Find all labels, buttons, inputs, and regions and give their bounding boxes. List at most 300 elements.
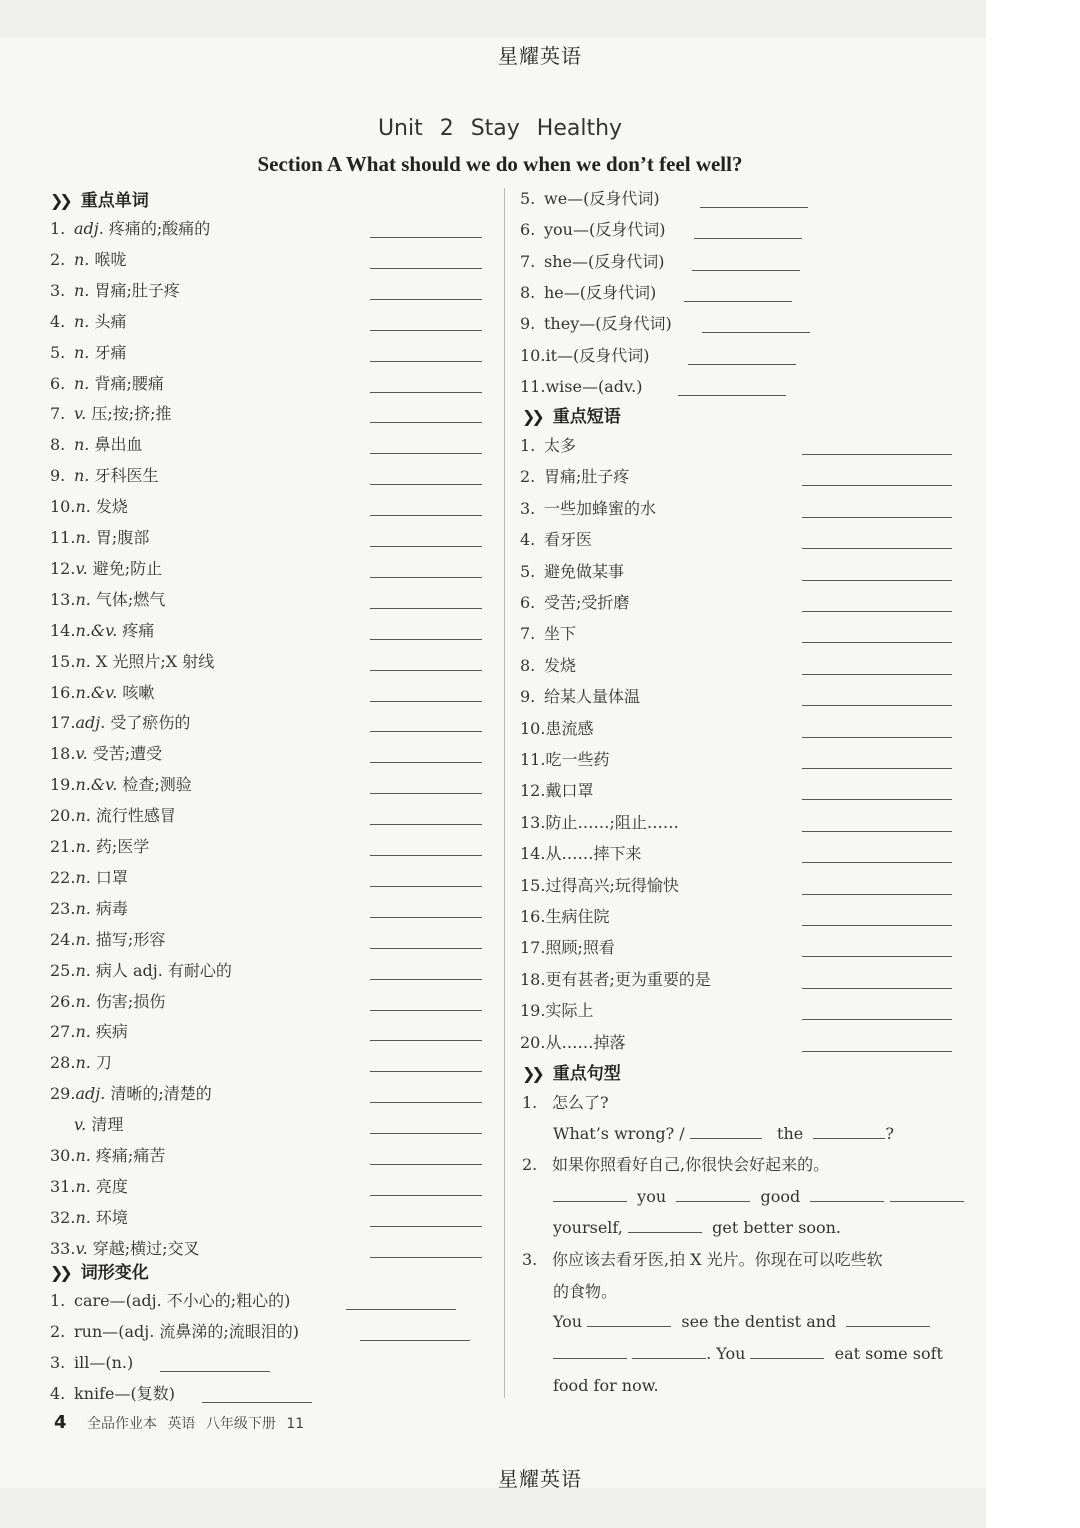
word-meaning: 受了瘀伤的 xyxy=(105,713,191,733)
item-number: 7. xyxy=(520,624,536,644)
answer-blank[interactable] xyxy=(370,361,482,362)
phrase-item xyxy=(520,871,679,901)
answer-blank[interactable] xyxy=(846,1310,930,1327)
phrase-meaning: 太多 xyxy=(544,436,577,455)
scan-top-strip xyxy=(0,0,986,38)
answer-blank[interactable] xyxy=(802,642,952,643)
item-number: 15. xyxy=(520,875,546,895)
answer-blank[interactable] xyxy=(802,862,952,863)
word-meaning: X 光照片;X 射线 xyxy=(90,651,215,671)
item-number: 3. xyxy=(50,280,66,300)
item-number: 18. xyxy=(50,744,76,764)
page-footer xyxy=(54,1412,304,1433)
answer-blank[interactable] xyxy=(802,611,952,612)
answer-blank[interactable] xyxy=(692,270,800,271)
item-number: 3. xyxy=(50,1353,66,1372)
word-meaning: 清理 xyxy=(86,1115,124,1135)
part-of-speech: n. xyxy=(74,342,90,362)
item-number: 16. xyxy=(50,682,76,702)
phrase-meaning: 更有甚者;更为重要的是 xyxy=(545,969,711,989)
answer-blank[interactable] xyxy=(587,1310,671,1327)
word-meaning: 刀 xyxy=(90,1053,112,1073)
heading-key-phrases: ❯❯ 重点短语 xyxy=(522,407,621,427)
answer-blank[interactable] xyxy=(370,453,482,454)
item-number: 29. xyxy=(50,1084,76,1104)
phrase-meaning: 患流感 xyxy=(545,718,594,738)
item-number: 11. xyxy=(520,750,546,769)
answer-blank[interactable] xyxy=(202,1402,312,1403)
answer-blank[interactable] xyxy=(370,422,482,423)
item-number: 12. xyxy=(520,781,546,801)
word-item xyxy=(50,647,214,677)
word-item xyxy=(50,1079,212,1109)
part-of-speech: n. xyxy=(75,1146,91,1165)
word-meaning: 口罩 xyxy=(90,867,128,887)
word-item xyxy=(50,523,149,553)
answer-blank[interactable] xyxy=(702,332,810,333)
form-prompt: ill—(n.) xyxy=(74,1353,134,1372)
phrase-meaning: 从……掉落 xyxy=(545,1032,626,1052)
answer-blank[interactable] xyxy=(802,768,952,769)
item-number: 7. xyxy=(520,251,536,271)
word-meaning: 疼痛的;酸痛的 xyxy=(103,219,211,238)
answer-blank[interactable] xyxy=(700,207,808,208)
item-number: 7. xyxy=(50,404,66,424)
answer-blank[interactable] xyxy=(370,1164,482,1165)
answer-blank[interactable] xyxy=(802,737,952,738)
item-number: 32. xyxy=(50,1207,76,1227)
part-of-speech: n. xyxy=(75,837,91,856)
item-number: 13. xyxy=(50,589,76,609)
word-item xyxy=(50,925,165,955)
form-prompt: wise—(adv.) xyxy=(545,376,643,396)
item-number: 5. xyxy=(520,561,536,581)
item-number: 5. xyxy=(520,189,536,208)
word-item xyxy=(50,770,192,800)
answer-blank[interactable] xyxy=(802,454,952,455)
word-item xyxy=(50,616,154,646)
phrase-item xyxy=(520,902,609,932)
item-number: 2. xyxy=(520,467,536,487)
word-meaning: 头痛 xyxy=(89,311,127,331)
sentence-2-english-line2: yourself, get better soon. xyxy=(553,1218,841,1237)
sentence-3-english-line1: You see the dentist and xyxy=(553,1307,930,1337)
part-of-speech: n. xyxy=(75,960,91,980)
item-number: 10. xyxy=(520,345,546,365)
word-item xyxy=(50,1172,128,1202)
word-meaning: 气体;燃气 xyxy=(90,589,166,609)
item-number: 20. xyxy=(520,1032,546,1052)
heading-key-sentences: ❯❯ 重点句型 xyxy=(522,1064,621,1084)
answer-blank[interactable] xyxy=(370,515,482,516)
part-of-speech: n. xyxy=(75,1207,91,1227)
word-item xyxy=(50,1017,128,1047)
sentence-1-english: What’s wrong? / the ? xyxy=(553,1124,894,1143)
word-item xyxy=(50,956,232,986)
word-meaning: 背痛;腰痛 xyxy=(89,373,164,393)
answer-blank[interactable] xyxy=(370,731,482,732)
item-number: 31. xyxy=(50,1176,76,1196)
word-item xyxy=(50,678,154,708)
item-number: 5. xyxy=(50,342,66,362)
answer-blank[interactable] xyxy=(370,793,482,794)
answer-blank[interactable] xyxy=(160,1371,270,1372)
word-item xyxy=(50,430,142,460)
phrase-meaning: 胃痛;肚子疼 xyxy=(544,467,630,487)
phrase-meaning: 从……摔下来 xyxy=(545,844,642,864)
word-item xyxy=(50,1048,112,1078)
word-item xyxy=(50,1234,200,1264)
word-item xyxy=(50,987,165,1017)
word-form-item xyxy=(520,278,656,308)
word-meaning: 亮度 xyxy=(90,1176,128,1196)
word-meaning: 疾病 xyxy=(90,1022,128,1042)
item-number: 28. xyxy=(50,1053,76,1073)
sentence-1-prompt: 1. 怎么了? xyxy=(522,1093,609,1112)
word-item xyxy=(50,307,126,337)
phrase-meaning: 避免做某事 xyxy=(544,561,625,581)
phrase-item xyxy=(520,525,592,555)
item-number: 4. xyxy=(50,311,66,331)
item-number: 23. xyxy=(50,898,76,918)
answer-blank[interactable] xyxy=(370,1102,482,1103)
word-meaning: 牙科医生 xyxy=(89,466,159,486)
phrase-item xyxy=(520,745,609,775)
form-prompt: care—(adj. 不小心的;粗心的) xyxy=(74,1291,291,1310)
part-of-speech: v. xyxy=(75,558,88,578)
item-number: 24. xyxy=(50,929,76,949)
phrase-meaning: 吃一些药 xyxy=(545,750,610,769)
word-item xyxy=(50,461,158,491)
answer-blank[interactable] xyxy=(802,485,952,486)
answer-blank[interactable] xyxy=(370,886,482,887)
phrase-item xyxy=(520,682,640,712)
answer-blank[interactable] xyxy=(802,674,952,675)
double-chevron-icon: ❯❯ xyxy=(522,1064,541,1083)
answer-blank[interactable] xyxy=(802,548,952,549)
word-item xyxy=(50,832,149,862)
heading-word-forms: ❯❯ 词形变化 xyxy=(50,1263,149,1283)
answer-blank[interactable] xyxy=(370,701,482,702)
part-of-speech: n. xyxy=(75,589,91,609)
word-meaning: 病人 adj. 有耐心的 xyxy=(90,960,232,980)
word-item xyxy=(50,338,126,368)
answer-blank[interactable] xyxy=(370,608,482,609)
page-code: 11 xyxy=(286,1416,305,1432)
part-of-speech: v. xyxy=(74,404,87,424)
watermark-top: 星耀英语 xyxy=(498,44,582,68)
part-of-speech: v. xyxy=(75,1238,88,1258)
section-title: Section A What should we do when we don’t feel well? xyxy=(257,152,743,176)
answer-blank[interactable] xyxy=(370,1133,482,1134)
word-item xyxy=(50,708,190,738)
word-form-item xyxy=(50,1286,290,1316)
double-chevron-icon: ❯❯ xyxy=(50,1263,69,1282)
answer-blank[interactable] xyxy=(688,364,796,365)
book-title: 全品作业本 xyxy=(86,1416,157,1432)
word-item xyxy=(50,554,162,584)
item-number: 19. xyxy=(520,1001,546,1021)
sentence-3-english-line2: . You eat some soft xyxy=(553,1339,943,1369)
word-meaning: 疼痛 xyxy=(117,620,155,640)
answer-blank[interactable] xyxy=(370,1040,482,1041)
phrase-item xyxy=(520,588,629,618)
word-meaning: 流行性感冒 xyxy=(90,806,176,826)
answer-blank[interactable] xyxy=(370,917,482,918)
answer-blank[interactable] xyxy=(370,1071,482,1072)
answer-blank[interactable] xyxy=(802,580,952,581)
word-item xyxy=(50,399,172,429)
answer-blank[interactable] xyxy=(802,517,952,518)
item-number: 21. xyxy=(50,837,76,856)
phrase-item xyxy=(520,933,615,963)
item-number: 1. xyxy=(50,1291,66,1310)
item-number: 13. xyxy=(520,812,546,832)
item-number: 6. xyxy=(520,220,536,240)
answer-blank[interactable] xyxy=(694,238,802,239)
word-meaning: 穿越;横过;交叉 xyxy=(87,1238,200,1258)
answer-blank[interactable] xyxy=(370,670,482,671)
part-of-speech: n. xyxy=(74,311,90,331)
answer-blank[interactable] xyxy=(370,237,482,238)
answer-blank[interactable] xyxy=(628,1216,702,1233)
phrase-meaning: 生病住院 xyxy=(545,907,610,926)
answer-blank[interactable] xyxy=(370,1226,482,1227)
answer-blank[interactable] xyxy=(802,956,952,957)
answer-blank[interactable] xyxy=(890,1185,964,1202)
phrase-meaning: 照顾;照看 xyxy=(545,938,615,958)
item-number: 15. xyxy=(50,651,76,671)
item-number: 25. xyxy=(50,960,76,980)
sentence-3-english-line3: food for now. xyxy=(553,1376,659,1395)
sentence-2-prompt: 2. 如果你照看好自己,你很快会好起来的。 xyxy=(522,1155,830,1174)
part-of-speech: n.&v. xyxy=(75,775,118,795)
word-meaning: 牙痛 xyxy=(89,342,127,362)
word-meaning: 咳嗽 xyxy=(117,682,155,702)
answer-blank[interactable] xyxy=(632,1342,706,1359)
phrase-item xyxy=(520,431,576,461)
item-number: 4. xyxy=(50,1384,66,1403)
part-of-speech: n. xyxy=(75,1022,91,1042)
word-item xyxy=(50,894,128,924)
phrase-item xyxy=(520,557,624,587)
answer-blank[interactable] xyxy=(553,1342,627,1359)
item-number: 22. xyxy=(50,867,76,887)
item-number: 20. xyxy=(50,806,76,826)
item-number: 17. xyxy=(50,713,76,733)
grade: 八年级下册 xyxy=(205,1416,276,1432)
word-form-item xyxy=(520,341,650,371)
word-meaning: 药;医学 xyxy=(90,837,150,856)
word-meaning: 病毒 xyxy=(90,898,128,918)
item-number: 9. xyxy=(50,466,66,486)
item-number: 33. xyxy=(50,1238,76,1258)
part-of-speech: n. xyxy=(75,806,91,826)
form-prompt: knife—(复数) xyxy=(74,1384,175,1403)
phrase-item xyxy=(520,839,641,869)
phrase-meaning: 实际上 xyxy=(545,1001,594,1021)
word-item xyxy=(50,276,180,306)
part-of-speech: n. xyxy=(75,929,91,949)
word-item xyxy=(50,245,126,275)
part-of-speech: n. xyxy=(75,991,91,1011)
word-meaning: 喉咙 xyxy=(89,249,127,269)
sentence-3-prompt-cont: 的食物。 xyxy=(553,1282,618,1301)
word-meaning: 受苦;遭受 xyxy=(87,744,163,764)
word-item xyxy=(50,214,210,244)
answer-blank[interactable] xyxy=(360,1340,470,1341)
item-number: 9. xyxy=(520,314,536,334)
column-divider xyxy=(504,188,505,1398)
answer-blank[interactable] xyxy=(370,299,482,300)
answer-blank[interactable] xyxy=(370,1257,482,1258)
answer-blank[interactable] xyxy=(802,831,952,832)
answer-blank[interactable] xyxy=(370,1010,482,1011)
answer-blank[interactable] xyxy=(676,1185,750,1202)
item-number: 26. xyxy=(50,991,76,1011)
part-of-speech: n. xyxy=(74,373,90,393)
part-of-speech: n. xyxy=(75,528,91,547)
double-chevron-icon: ❯❯ xyxy=(50,191,69,210)
item-number: 18. xyxy=(520,969,546,989)
item-number: 11. xyxy=(520,376,546,396)
form-prompt: they—(反身代词) xyxy=(544,314,672,334)
word-form-item xyxy=(520,184,660,214)
scan-bottom-strip xyxy=(0,1488,986,1528)
answer-blank[interactable] xyxy=(370,392,482,393)
part-of-speech: n. xyxy=(74,280,90,300)
word-item xyxy=(50,585,165,615)
answer-blank[interactable] xyxy=(750,1342,824,1359)
answer-blank[interactable] xyxy=(802,705,952,706)
phrase-item xyxy=(520,808,679,838)
phrase-item xyxy=(520,996,593,1026)
answer-blank[interactable] xyxy=(813,1122,885,1139)
word-meaning: 伤害;损伤 xyxy=(90,991,166,1011)
word-item xyxy=(50,863,128,893)
word-item xyxy=(50,492,128,522)
answer-blank[interactable] xyxy=(553,1185,627,1202)
item-number: 4. xyxy=(520,530,536,550)
word-meaning: 胃;腹部 xyxy=(90,528,150,547)
phrase-meaning: 防止……;阻止…… xyxy=(545,812,679,832)
answer-blank[interactable] xyxy=(370,639,482,640)
word-meaning: 发烧 xyxy=(90,497,128,517)
phrase-item xyxy=(520,776,593,806)
answer-blank[interactable] xyxy=(370,824,482,825)
answer-blank[interactable] xyxy=(810,1185,884,1202)
item-number: 1. xyxy=(50,219,66,238)
answer-blank[interactable] xyxy=(690,1122,762,1139)
word-meaning: 压;按;挤;推 xyxy=(86,404,172,424)
answer-blank[interactable] xyxy=(370,546,482,547)
phrase-item xyxy=(520,651,576,681)
item-number: 10. xyxy=(520,718,546,738)
part-of-speech: n. xyxy=(75,898,91,918)
part-of-speech: n. xyxy=(75,1053,91,1073)
word-meaning: 避免;防止 xyxy=(87,558,163,578)
unit-title: Unit 2 Stay Healthy xyxy=(377,116,623,141)
part-of-speech: n. xyxy=(75,497,91,517)
word-form-item xyxy=(50,1348,133,1378)
answer-blank[interactable] xyxy=(802,1019,952,1020)
answer-blank[interactable] xyxy=(346,1309,456,1310)
word-meaning: 疼痛;痛苦 xyxy=(90,1146,166,1165)
answer-blank[interactable] xyxy=(802,1051,952,1052)
item-number: 16. xyxy=(520,907,546,926)
answer-blank[interactable] xyxy=(370,948,482,949)
word-meaning: 清晰的;清楚的 xyxy=(105,1084,212,1104)
item-number: 12. xyxy=(50,558,76,578)
word-form-item xyxy=(520,309,672,339)
item-number: 3. xyxy=(520,498,536,518)
word-form-item xyxy=(50,1317,299,1347)
part-of-speech: n. xyxy=(75,1176,91,1196)
item-number: 27. xyxy=(50,1022,76,1042)
answer-blank[interactable] xyxy=(370,762,482,763)
word-form-item xyxy=(50,1379,175,1409)
form-prompt: you—(反身代词) xyxy=(544,220,666,240)
word-form-item xyxy=(520,372,642,402)
answer-blank[interactable] xyxy=(684,301,792,302)
answer-blank[interactable] xyxy=(802,925,952,926)
phrase-item xyxy=(520,1028,625,1058)
part-of-speech: n. xyxy=(74,249,90,269)
part-of-speech: n. xyxy=(74,466,90,486)
phrase-item xyxy=(520,714,593,744)
form-prompt: run—(adj. 流鼻涕的;流眼泪的) xyxy=(74,1322,300,1341)
phrase-item xyxy=(520,965,711,995)
word-meaning: 鼻出血 xyxy=(89,435,143,455)
answer-blank[interactable] xyxy=(370,1195,482,1196)
word-item xyxy=(50,369,164,399)
item-number: 9. xyxy=(520,687,536,707)
item-number: 6. xyxy=(520,593,536,612)
answer-blank[interactable] xyxy=(370,855,482,856)
word-meaning: 描写;形容 xyxy=(90,929,166,949)
answer-blank[interactable] xyxy=(802,799,952,800)
double-chevron-icon: ❯❯ xyxy=(522,407,541,426)
answer-blank[interactable] xyxy=(802,988,952,989)
item-number: 10. xyxy=(50,497,76,517)
item-number: 19. xyxy=(50,775,76,795)
phrase-item xyxy=(520,619,576,649)
item-number: 8. xyxy=(50,435,66,455)
word-meaning: 环境 xyxy=(90,1207,128,1227)
form-prompt: she—(反身代词) xyxy=(544,251,665,271)
form-prompt: it—(反身代词) xyxy=(545,345,650,365)
answer-blank[interactable] xyxy=(678,395,786,396)
answer-blank[interactable] xyxy=(370,268,482,269)
answer-blank[interactable] xyxy=(370,330,482,331)
word-form-item xyxy=(520,247,664,277)
part-of-speech: adj. xyxy=(74,219,104,238)
answer-blank[interactable] xyxy=(802,894,952,895)
item-number: 6. xyxy=(50,373,66,393)
phrase-meaning: 一些加蜂蜜的水 xyxy=(544,498,657,518)
answer-blank[interactable] xyxy=(370,484,482,485)
part-of-speech: n.&v. xyxy=(75,620,118,640)
item-number: 17. xyxy=(520,938,546,958)
phrase-item xyxy=(520,462,629,492)
answer-blank[interactable] xyxy=(370,577,482,578)
answer-blank[interactable] xyxy=(370,979,482,980)
page-number: 4 xyxy=(54,1412,67,1433)
part-of-speech: n. xyxy=(75,651,91,671)
phrase-meaning: 过得高兴;玩得愉快 xyxy=(545,875,679,895)
phrase-meaning: 受苦;受折磨 xyxy=(544,593,630,612)
word-item xyxy=(50,1141,165,1171)
